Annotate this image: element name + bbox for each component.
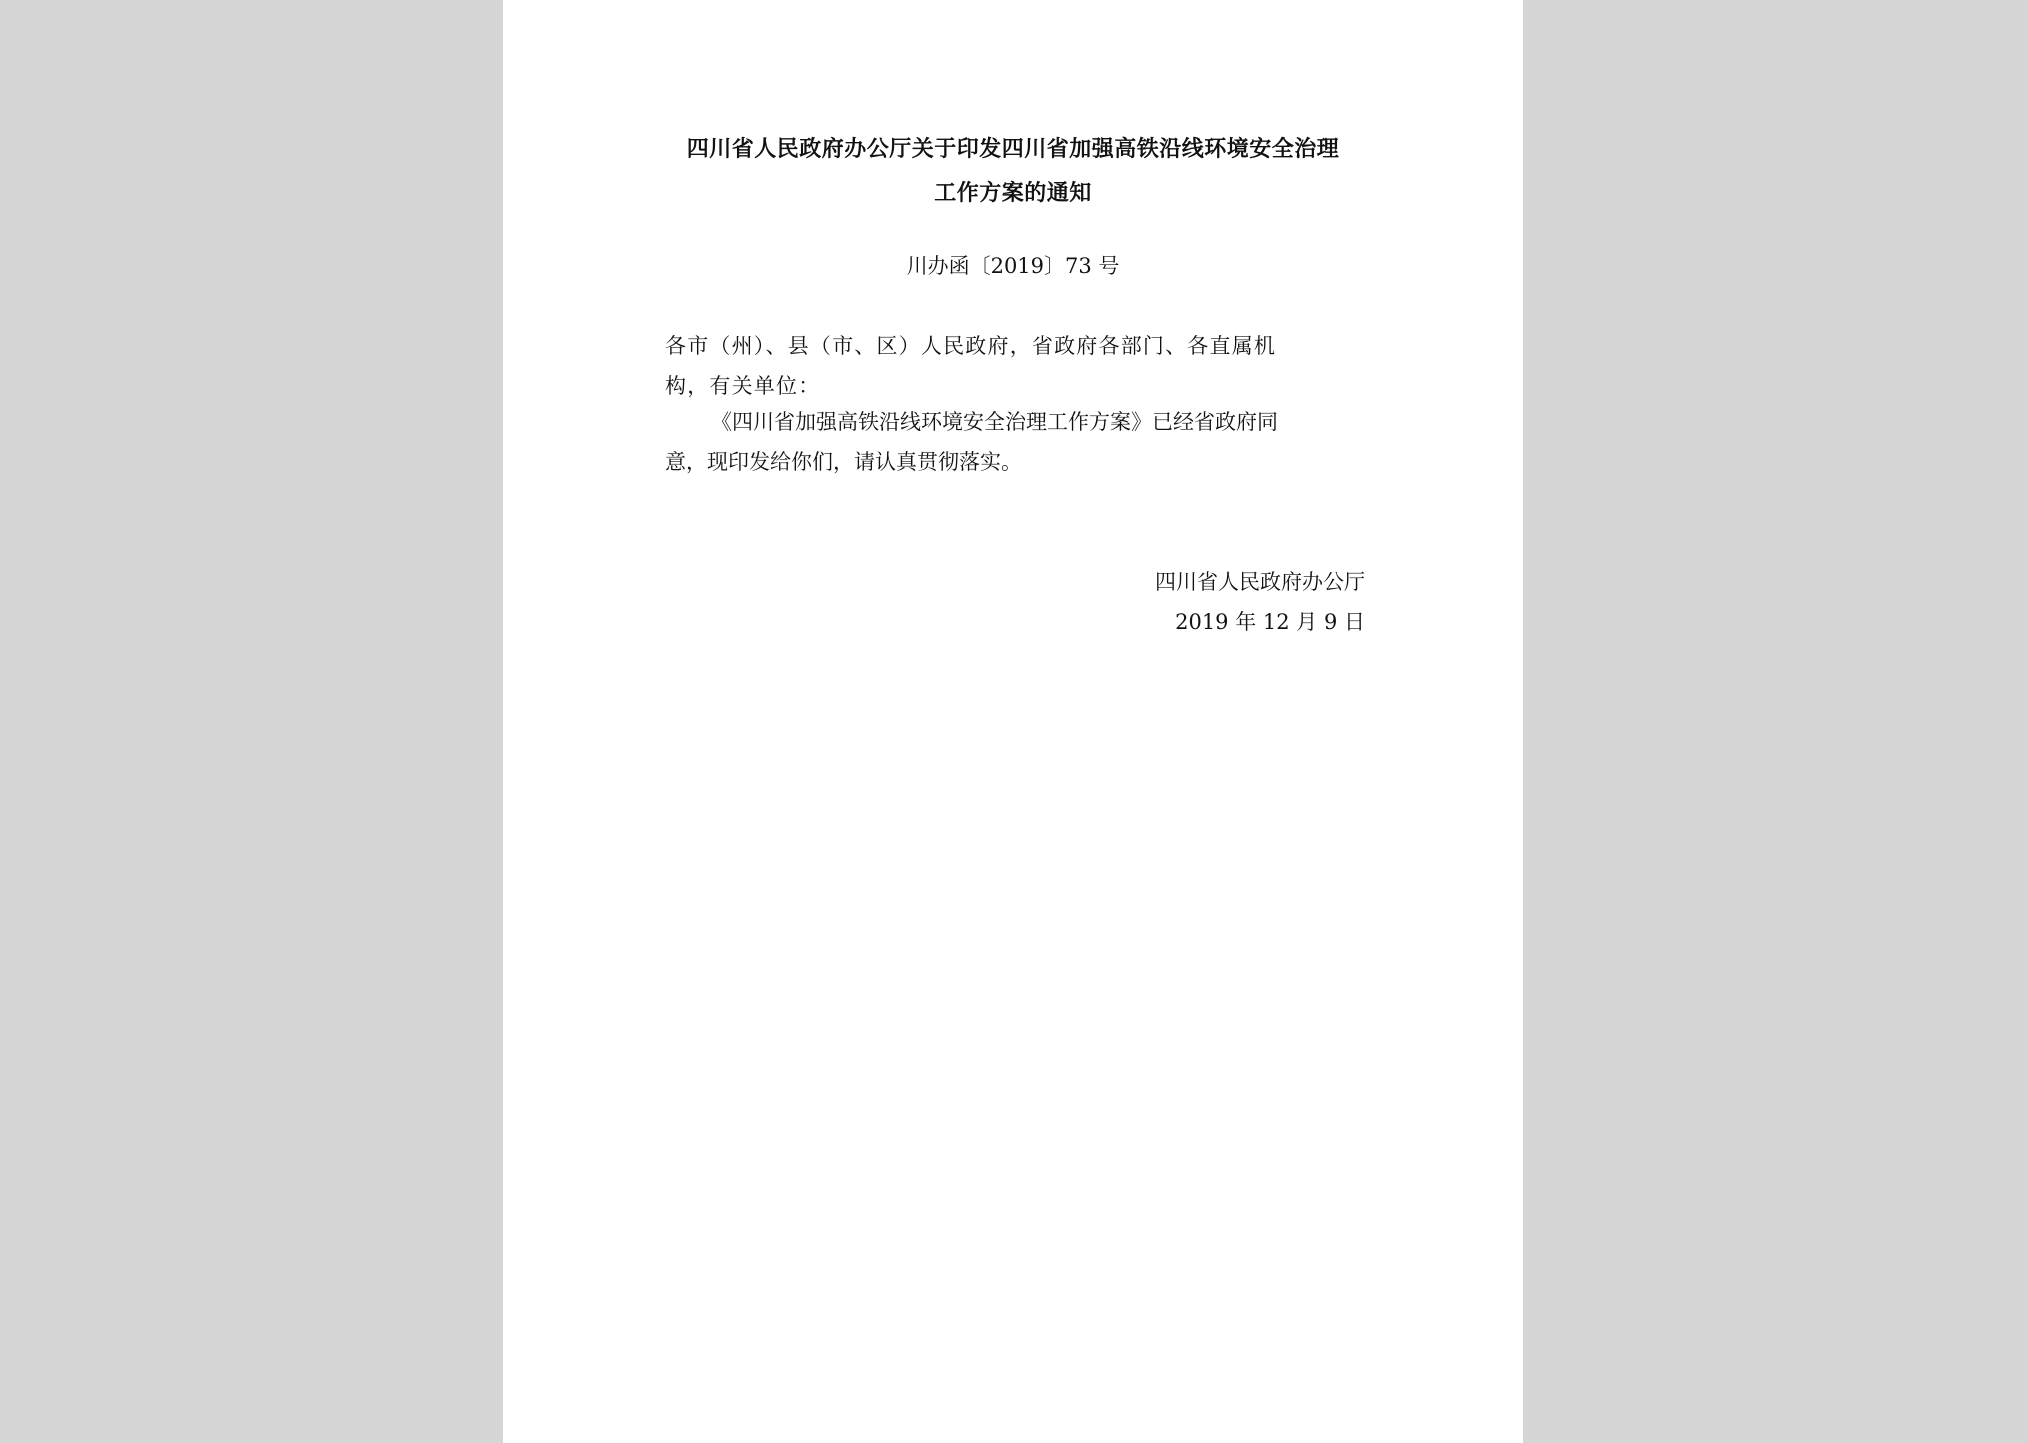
addressee: [665, 326, 1365, 406]
issue-date: 2019 年 12 月 9 日: [1175, 610, 1365, 634]
signature-block: [1063, 562, 1365, 642]
body-paragraph: [665, 402, 1365, 482]
document-page: [503, 0, 1523, 1443]
paragraph-line-2: 意，现印发给你们，请认真贯彻落实。: [665, 450, 1022, 474]
addressee-line-1: 各市（州）、县（市、区）人民政府，省政府各部门、各直属机: [665, 334, 1277, 358]
title-line-1: 四川省人民政府办公厅关于印发四川省加强高铁沿线环境安全治理: [686, 137, 1340, 162]
issuer-name: 四川省人民政府办公厅: [1155, 570, 1365, 594]
title-line-2: 工作方案的通知: [934, 181, 1092, 206]
document-title: [663, 128, 1363, 216]
paragraph-line-1: 《四川省加强高铁沿线环境安全治理工作方案》已经省政府同: [711, 410, 1278, 434]
document-number: 川办函〔2019〕73 号: [906, 254, 1120, 278]
addressee-line-2: 构，有关单位：: [665, 374, 821, 398]
